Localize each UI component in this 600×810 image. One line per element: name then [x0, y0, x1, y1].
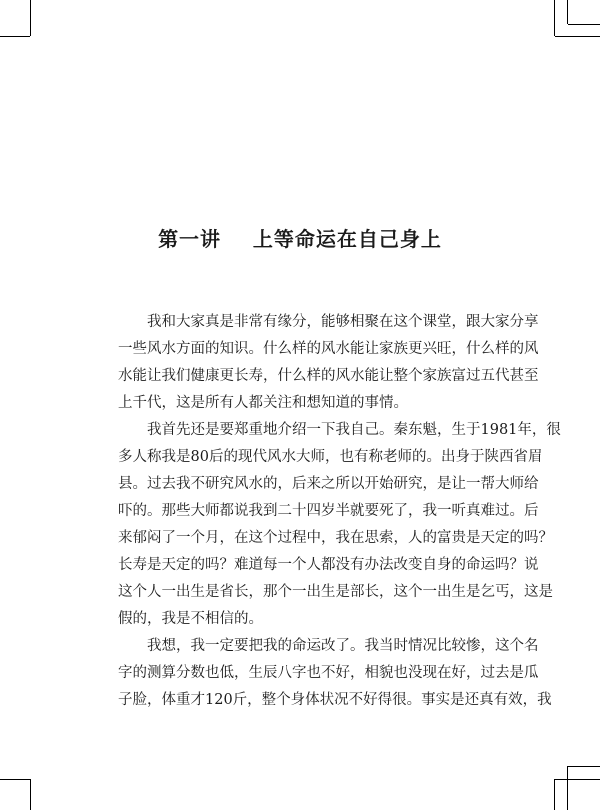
- crop-mark-bottom-left-horizontal: [0, 779, 30, 780]
- text-line: 上千代，这是所有人都关注和想知道的事情。: [118, 395, 408, 411]
- crop-mark-bottom-right-horizontal-inner: [555, 779, 600, 780]
- text-line: 这个人一出生是省长，那个一出生是部长，这个一出生是乞丐，这是: [118, 584, 553, 600]
- chapter-title: 第一讲 上等命运在自己身上: [158, 227, 442, 251]
- paragraph-2: [118, 417, 561, 633]
- text-line: 假的，我是不相信的。: [118, 611, 263, 627]
- text-line: 我首先还是要郑重地介绍一下我自己。秦东魁，生于1981年，很: [147, 422, 561, 438]
- text-line: 我想，我一定要把我的命运改了。我当时情况比较惨，这个名: [147, 638, 539, 654]
- text-line: 一些风水方面的知识。什么样的风水能让家族更兴旺，什么样的风: [118, 341, 539, 357]
- text-line: 吓的。那些大师都说我到二十四岁半就要死了，我一听真难过。后: [118, 503, 539, 519]
- crop-mark-bottom-right-horizontal-outer: [568, 766, 600, 767]
- text-line: 我和大家真是非常有缘分，能够相聚在这个课堂，跟大家分享: [147, 314, 539, 330]
- text-line: 多人称我是80后的现代风水大师，也有称老师的。出身于陕西省眉: [118, 449, 543, 465]
- paragraph-3: [118, 633, 552, 714]
- body-text: [118, 309, 561, 714]
- crop-mark-bottom-right-vertical-outer: [567, 766, 568, 810]
- crop-mark-bottom-right-vertical-inner: [554, 779, 555, 810]
- crop-mark-top-left-horizontal: [0, 36, 30, 37]
- text-line: 来郁闷了一个月，在这个过程中，我在思索，人的富贵是天定的吗？: [118, 530, 553, 546]
- text-line: 子脸，体重才120斤，整个身体状况不好得很。事实是还真有效，我: [118, 692, 552, 708]
- text-line: 字的测算分数也低，生辰八字也不好，相貌也没现在好，过去是瓜: [118, 665, 539, 681]
- text-line: 长寿是天定的吗？难道每一个人都没有办法改变自身的命运吗？说: [118, 557, 539, 573]
- paragraph-1: [118, 309, 539, 417]
- crop-mark-top-right-horizontal-inner: [568, 24, 600, 25]
- crop-mark-top-right-horizontal-outer: [555, 36, 600, 37]
- crop-mark-bottom-left-vertical: [30, 779, 31, 810]
- text-line: 县。过去我不研究风水的，后来之所以开始研究，是让一帮大师给: [118, 476, 539, 492]
- crop-mark-top-right-vertical-inner: [554, 0, 555, 36]
- crop-mark-top-left-vertical: [30, 0, 31, 36]
- text-line: 水能让我们健康更长寿，什么样的风水能让整个家族富过五代甚至: [118, 368, 539, 384]
- crop-mark-top-right-vertical-outer: [567, 0, 568, 24]
